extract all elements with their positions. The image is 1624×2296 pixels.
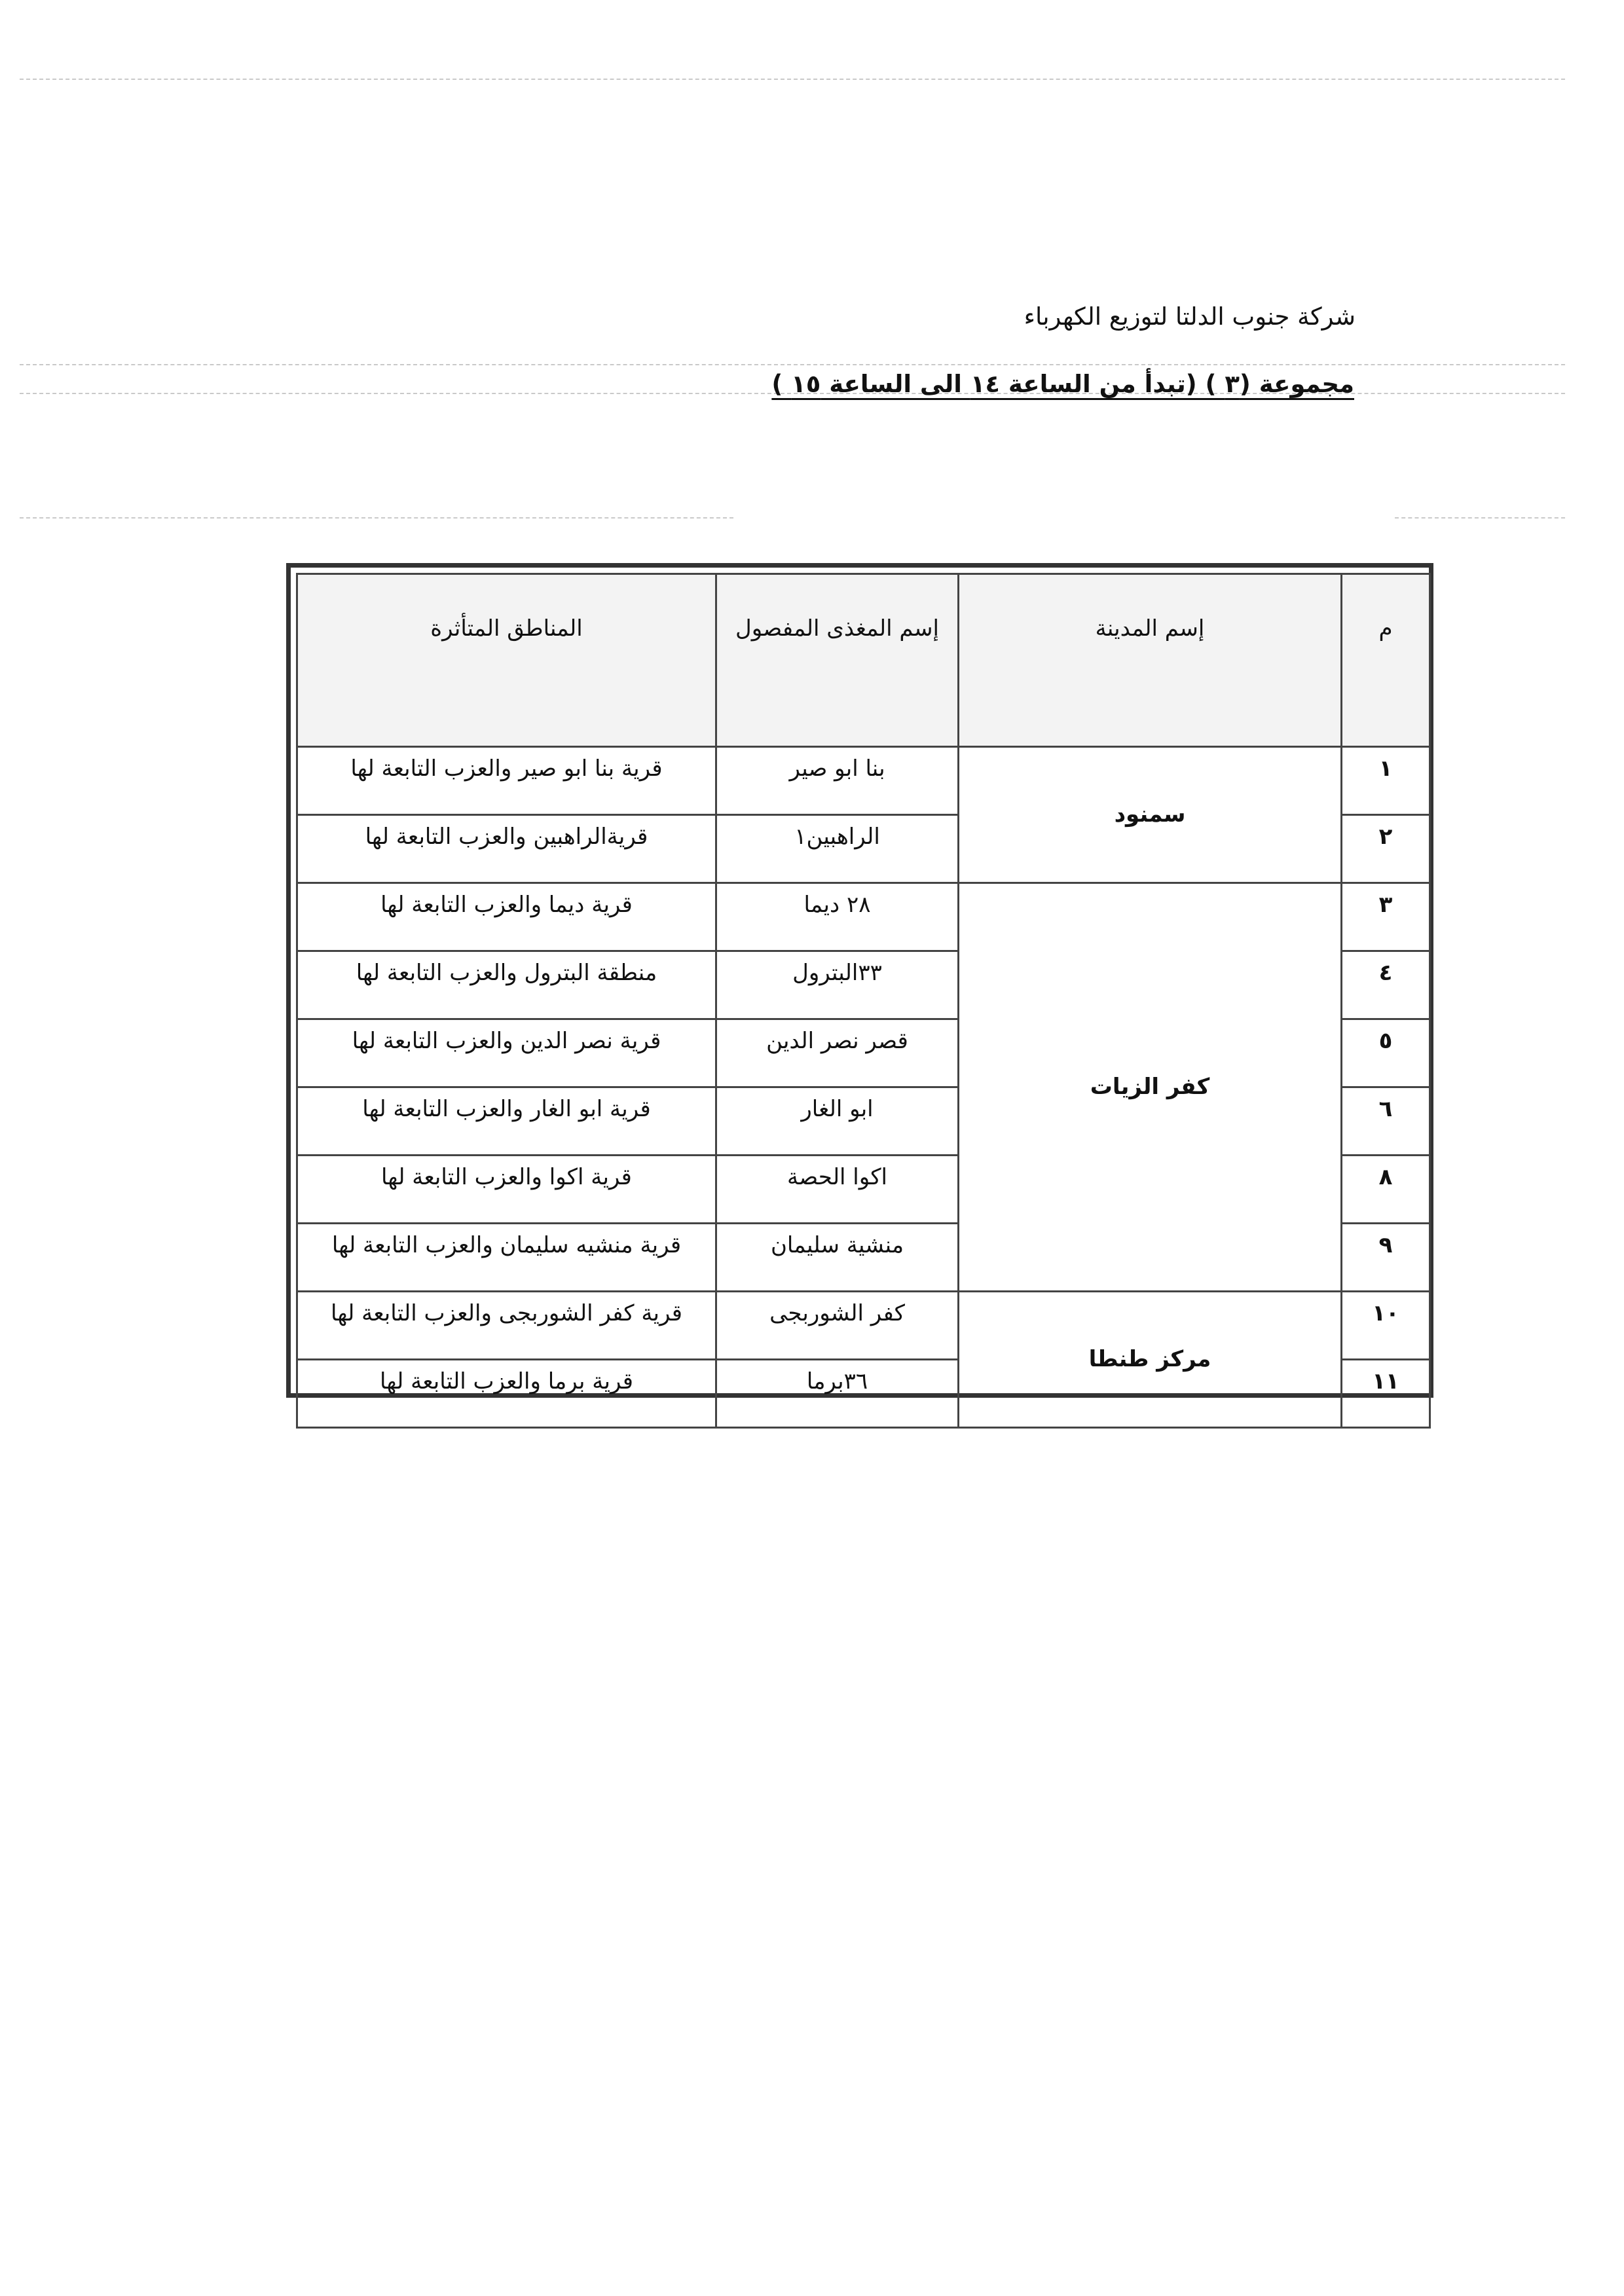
scan-artifact-line <box>1395 517 1565 519</box>
outages-table-frame <box>286 563 1433 1398</box>
row-number: ٩ <box>1342 1224 1430 1292</box>
column-header-areas: المناطق المتأثرة <box>297 574 716 747</box>
feeder-cell: اكوا الحصة <box>716 1156 959 1224</box>
row-number: ٢ <box>1342 815 1430 883</box>
areas-cell: قرية برما والعزب التابعة لها <box>297 1360 716 1428</box>
scan-artifact-line <box>20 517 733 519</box>
areas-cell: قرية ابو الغار والعزب التابعة لها <box>297 1087 716 1156</box>
feeder-cell: منشية سليمان <box>716 1224 959 1292</box>
areas-cell: قرية منشيه سليمان والعزب التابعة لها <box>297 1224 716 1292</box>
feeder-cell: الراهبين١ <box>716 815 959 883</box>
feeder-cell: ٢٨ ديما <box>716 883 959 951</box>
column-header-number: م <box>1342 574 1430 747</box>
row-number: ١٠ <box>1342 1292 1430 1360</box>
table-header-row <box>297 574 1430 747</box>
table-row <box>297 747 1430 815</box>
column-header-city: إسم المدينة <box>959 574 1342 747</box>
city-cell: سمنود <box>959 747 1342 883</box>
row-number: ٨ <box>1342 1156 1430 1224</box>
feeder-cell: ٣٦برما <box>716 1360 959 1428</box>
outages-table <box>296 573 1431 1429</box>
row-number: ١ <box>1342 747 1430 815</box>
city-cell: مركز طنطا <box>959 1292 1342 1428</box>
feeder-cell: بنا ابو صير <box>716 747 959 815</box>
table-row <box>297 1292 1430 1360</box>
areas-cell: قرية بنا ابو صير والعزب التابعة لها <box>297 747 716 815</box>
column-header-feeder: إسم المغذى المفصول <box>716 574 959 747</box>
areas-cell: قريةالراهبين والعزب التابعة لها <box>297 815 716 883</box>
feeder-cell: قصر نصر الدين <box>716 1019 959 1087</box>
scan-artifact-line <box>20 79 1565 80</box>
scan-artifact-line <box>20 364 1565 365</box>
row-number: ١١ <box>1342 1360 1430 1428</box>
city-cell: كفر الزيات <box>959 883 1342 1292</box>
group-title: مجموعة (٣ ) (تبدأ من الساعة ١٤ الى الساعة ١٥ ) <box>771 370 1354 398</box>
areas-cell: قرية اكوا والعزب التابعة لها <box>297 1156 716 1224</box>
row-number: ٦ <box>1342 1087 1430 1156</box>
table-row <box>297 883 1430 951</box>
row-number: ٣ <box>1342 883 1430 951</box>
feeder-cell: كفر الشوربجى <box>716 1292 959 1360</box>
company-name: شركة جنوب الدلتا لتوزيع الكهرباء <box>1024 302 1356 331</box>
row-number: ٥ <box>1342 1019 1430 1087</box>
feeder-cell: ابو الغار <box>716 1087 959 1156</box>
areas-cell: قرية ديما والعزب التابعة لها <box>297 883 716 951</box>
row-number: ٤ <box>1342 951 1430 1019</box>
feeder-cell: ٣٣البترول <box>716 951 959 1019</box>
areas-cell: قرية كفر الشوربجى والعزب التابعة لها <box>297 1292 716 1360</box>
areas-cell: منطقة البترول والعزب التابعة لها <box>297 951 716 1019</box>
areas-cell: قرية نصر الدين والعزب التابعة لها <box>297 1019 716 1087</box>
